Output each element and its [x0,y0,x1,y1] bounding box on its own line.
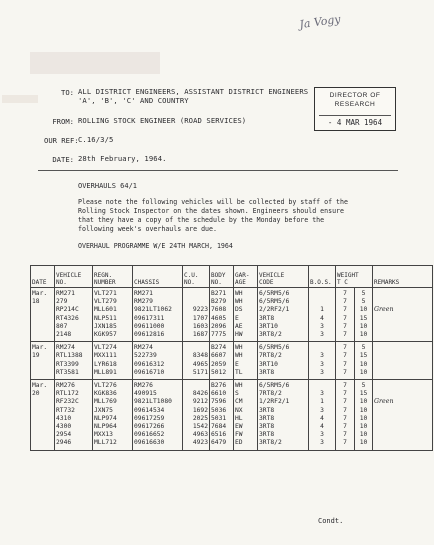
cell-bos: 3 3 3 [309,342,336,380]
col-date: DATE [31,266,55,288]
cell-remarks [373,342,433,380]
handwritten-signature: Ja Vogy [298,12,342,32]
cell-vehicle: RM276 RTL172 RF232C RT732 4310 4300 2954 2946 [55,380,93,451]
col-weight: WEIGHT T C [336,266,373,288]
col-body: BODY NO. [210,266,234,288]
cell-weight-t: 7 7 7 7 7 7 7 7 [336,380,355,451]
cell-regn: VLT271 VLT279 MLL601 NLP511 JXN185 KGK957 [93,288,133,342]
cell-garage: WH WH E TL [234,342,258,380]
ref-label: OUR REF: [44,136,79,145]
cell-regn: VLT274 MXX111 LYR618 MLL891 [93,342,133,380]
programme-heading: OVERHAUL PROGRAMME W/E 24TH MARCH, 1964 [78,242,233,250]
cell-garage: WH S CM NX HL EW FW ED [234,380,258,451]
cell-cu: 8348 4965 5171 [183,342,210,380]
cell-date: Mar. 19 [31,342,55,380]
col-code: VEHICLE CODE [258,266,309,288]
cell-date: Mar. 18 [31,288,55,342]
overhaul-table [30,265,433,451]
col-vehicle: VEHICLE NO. [55,266,93,288]
to-label: TO: [61,88,74,97]
stamp-line-2: RESEARCH [334,101,376,108]
body-line-2: Rolling Stock Inspector on the dates shown. Engineers should ensure [78,207,344,215]
col-chassis: CHASSIS [133,266,183,288]
date-label: DATE: [52,155,74,164]
date-value: 28th February, 1964. [78,154,167,163]
col-regn: REGN. NUMBER [93,266,133,288]
col-cu: C.U. NO. [183,266,210,288]
cell-chassis: RM271 RM279 9821LT1062 09617311 09611000 09612816 [133,288,183,342]
cell-body: B271 B279 7608 4605 2096 7775 [210,288,234,342]
cell-code: 6/5RM5/6 7RT8/2 1/2RF2/1 3RT8 3RT8 3RT8 3RT8 3RT8/2 [258,380,309,451]
cell-remarks: Green [373,380,433,451]
cell-weight-c: 5 5 10 15 10 10 [355,288,373,342]
condt-note: Condt. [318,517,344,525]
stamp-date: - 4 MAR 1964 [319,115,391,127]
cell-chassis: RM274 522739 09616312 09616710 [133,342,183,380]
cell-weight-c: 5 15 10 10 [355,342,373,380]
body-line-4: following week's overhauls are due. [78,225,217,233]
ref-value: C.16/3/5 [78,135,114,144]
from-value: ROLLING STOCK ENGINEER (ROAD SERVICES) [78,116,247,125]
received-stamp [314,87,396,131]
cell-weight-c: 5 15 10 10 10 10 10 10 [355,380,373,451]
cell-bos: 3 1 3 4 4 3 3 [309,380,336,451]
from-label: FROM: [52,117,74,126]
faded-stamp-mark-2 [2,95,38,103]
cell-body: B276 6610 7596 5036 5031 7684 6516 6479 [210,380,234,451]
cell-weight-t: 7 7 7 7 7 7 [336,288,355,342]
cell-cu: 9223 1707 1603 1687 [183,288,210,342]
to-line-1: ALL DISTRICT ENGINEERS, ASSISTANT DISTRICT ENGINEERS [78,87,309,96]
cell-bos: 1 4 3 3 [309,288,336,342]
to-line-2: 'A', 'B', 'C' AND COUNTRY [78,96,189,105]
cell-body: B274 6607 2059 5012 [210,342,234,380]
cell-code: 6/5RM5/6 7RT8/2 3RT10 3RT8 [258,342,309,380]
cell-vehicle: RM274 RTL1388 RT3399 RT3581 [55,342,93,380]
cell-cu: 8426 9212 1692 2025 1542 4963 4923 [183,380,210,451]
overhauls-title: OVERHAULS 64/1 [78,182,138,190]
cell-code: 6/5RM5/6 6/5RM5/6 2/2RF2/1 3RT8 3RT10 3RT8/2 [258,288,309,342]
cell-date: Mar. 20 [31,380,55,451]
body-line-3: that they have a copy of the schedule by the Monday before the [78,216,325,224]
col-garage: GAR- AGE [234,266,258,288]
cell-regn: VLT276 KGK836 MLL769 JXN75 NLP974 NLP964 MXX13 MLL712 [93,380,133,451]
cell-weight-t: 7 7 7 7 [336,342,355,380]
cell-vehicle: RM271 279 RP214C RT4326 807 2148 [55,288,93,342]
table-row [31,342,433,380]
col-remarks: REMARKS [373,266,433,288]
table-row [31,288,433,342]
cell-remarks: Green [373,288,433,342]
faded-stamp-mark [30,52,160,74]
table-header-row [31,266,433,288]
cell-garage: WH WH DS E AE HW [234,288,258,342]
col-bos: B.O.S. [309,266,336,288]
cell-chassis: RM276 490915 9821LT1080 09614534 09617259 09617266 09616652 09616630 [133,380,183,451]
table-row [31,380,433,451]
body-line-1: Please note the following vehicles will be collected by staff of the [78,198,348,206]
divider-rule [38,170,398,171]
stamp-line-1: DIRECTOR OF [329,92,381,99]
